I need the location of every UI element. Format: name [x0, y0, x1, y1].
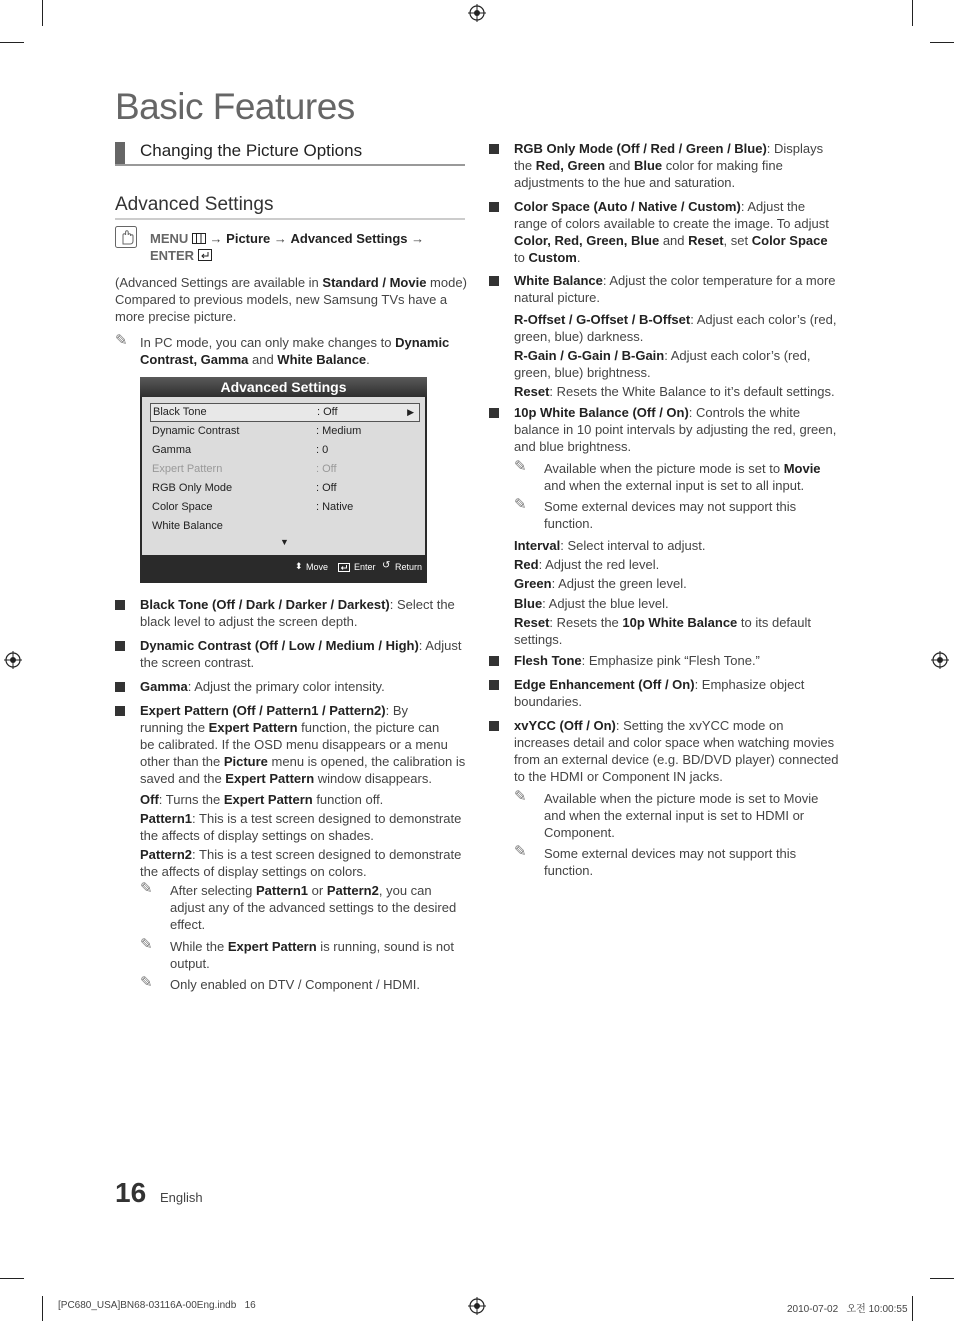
bullet-square	[489, 656, 499, 666]
green-text	[514, 575, 844, 592]
item-text: While the	[170, 939, 228, 954]
item-bold: Pattern2	[140, 847, 193, 862]
item-bold: Black Tone (Off / Dark / Darker / Darkest)	[140, 597, 390, 612]
dtv-note	[170, 976, 470, 993]
item-text: black level to adjust the screen depth.	[140, 614, 358, 629]
item-text: Available when the picture mode is set to	[544, 461, 784, 476]
move-label: Move	[306, 562, 329, 572]
item-text: Some external devices may not support this	[544, 499, 797, 514]
note-pencil-icon: ✎	[140, 936, 153, 953]
interval-text	[514, 537, 844, 554]
external-device-note-2	[544, 845, 844, 879]
footer-file: [PC680_USA]BN68-03116A-00Eng.indb 16	[58, 1300, 256, 1311]
language-label: English	[160, 1190, 203, 1205]
rgb-only-mode-item	[514, 140, 844, 191]
osd-row-value: : Medium	[316, 425, 362, 437]
item-text: balance in 10 point intervals by adjusting the red, green,	[514, 422, 837, 437]
edge-enhancement-item	[514, 676, 844, 710]
enter-icon	[198, 249, 212, 261]
note-text: .	[366, 352, 370, 367]
black-tone-item	[140, 596, 470, 630]
item-text: : Select interval to adjust.	[560, 538, 706, 553]
osd-row-label: White Balance	[152, 520, 223, 532]
osd-row-rgb-only-mode[interactable]	[152, 480, 418, 497]
item-text: function, the picture can	[297, 720, 440, 735]
arrow: →	[209, 231, 223, 246]
osd-title: Advanced Settings	[140, 377, 427, 397]
note-pencil-icon: ✎	[514, 788, 527, 805]
item-bold: Reset	[514, 384, 550, 399]
intro-text	[115, 274, 475, 325]
item-text: running the	[140, 720, 209, 735]
bullet-square	[489, 721, 499, 731]
osd-row-gamma[interactable]	[152, 442, 418, 459]
bullet-square	[115, 706, 125, 716]
item-text: : Resets the White Balance to it’s default settings.	[549, 384, 835, 399]
osd-row-value: : 0	[316, 444, 329, 456]
item-bold: Expert Pattern	[223, 792, 313, 807]
item-bold: Color Space	[751, 233, 828, 248]
osd-row-white-balance[interactable]	[152, 518, 418, 535]
crop-mark	[912, 1296, 913, 1321]
item-text: color for making fine	[662, 158, 783, 173]
item-bold: Red	[514, 557, 539, 572]
item-text: : Emphasize pink “Flesh Tone.”	[581, 653, 760, 668]
pc-mode-note	[140, 334, 470, 368]
external-device-note	[544, 498, 844, 532]
note-pencil-icon: ✎	[514, 843, 527, 860]
item-text: the	[514, 158, 536, 173]
item-text: window disappears.	[314, 771, 432, 786]
section-bar	[115, 142, 125, 164]
item-text: menu is opened, the calibration is	[267, 754, 466, 769]
item-text: : Controls the white	[688, 405, 801, 420]
item-text: , you can	[378, 883, 432, 898]
item-text: other than the	[140, 754, 224, 769]
item-text: to its default	[737, 615, 811, 630]
right-arrow-icon: ▶	[407, 407, 414, 417]
crop-mark	[0, 1278, 24, 1279]
color-space-item	[514, 198, 844, 266]
advanced-label: Advanced Settings	[290, 231, 408, 246]
registration-mark-icon	[468, 1297, 486, 1315]
picture-label: Picture	[226, 231, 271, 246]
item-text: or	[308, 883, 327, 898]
item-bold: Interval	[514, 538, 561, 553]
item-bold: Color, Red, Green, Blue	[514, 233, 660, 248]
item-text: : Setting the xvYCC mode on	[615, 718, 784, 733]
move-icon: ⬍	[295, 561, 303, 571]
item-text: range of colors available to create the image. To adjust	[514, 216, 829, 231]
item-bold: xvYCC (Off / On)	[514, 718, 616, 733]
osd-row-value: : Off	[316, 463, 337, 475]
return-icon: ↺	[382, 560, 391, 571]
note-bold: Dynamic	[395, 335, 450, 350]
item-text: and blue brightness.	[514, 439, 632, 454]
item-text: function.	[544, 516, 594, 531]
menu-path	[150, 230, 470, 264]
hand-menu-icon	[115, 226, 137, 248]
item-bold: Flesh Tone	[514, 653, 582, 668]
item-text: : Adjust the green level.	[551, 576, 687, 591]
item-text: green, blue) brightness.	[514, 365, 651, 380]
item-bold: RGB Only Mode (Off / Red / Green / Blue)	[514, 141, 767, 156]
item-text: the affects of display settings on shades.	[140, 828, 374, 843]
registration-mark-icon	[931, 651, 949, 669]
item-text: : Adjust the red level.	[538, 557, 660, 572]
item-text: natural picture.	[514, 290, 600, 305]
item-text: to	[514, 250, 529, 265]
item-bold: Expert Pattern	[208, 720, 298, 735]
subsection-heading: Advanced Settings	[115, 194, 465, 220]
item-text: : By	[385, 703, 409, 718]
osd-row-value: : Native	[316, 501, 354, 513]
item-text: saved and the	[140, 771, 226, 786]
intro-line: (Advanced Settings are available in	[115, 275, 323, 290]
item-bold: Expert Pattern	[225, 771, 315, 786]
item-bold: Picture	[223, 754, 268, 769]
item-text: : This is a test screen designed to demonstrate	[192, 847, 462, 862]
down-arrow-icon: ▼	[280, 537, 289, 547]
item-text: : Adjust the blue level.	[542, 596, 669, 611]
osd-row-label: Color Space	[152, 501, 213, 513]
white-balance-item	[514, 272, 844, 306]
item-text: : Emphasize object	[694, 677, 805, 692]
note-pencil-icon: ✎	[140, 974, 153, 991]
item-text: be calibrated. If the OSD menu disappears or a menu	[140, 737, 448, 752]
dynamic-contrast-item	[140, 637, 470, 671]
intro-line: Compared to previous models, new Samsung TVs have a	[115, 292, 448, 307]
osd-menu	[140, 377, 427, 583]
item-text: After selecting	[170, 883, 256, 898]
item-bold: Custom	[528, 250, 577, 265]
reset-text	[514, 383, 844, 400]
item-text: boundaries.	[514, 694, 582, 709]
osd-row-value: : Off	[316, 482, 337, 494]
offset-text	[514, 311, 844, 345]
item-text: : Adjust the color temperature for a more	[602, 273, 836, 288]
registration-mark-icon	[4, 651, 22, 669]
item-text: adjust any of the advanced settings to the desired	[170, 900, 457, 915]
osd-row-value: : Off	[317, 406, 338, 418]
item-bold: Pattern1	[140, 811, 193, 826]
osd-row-label: RGB Only Mode	[152, 482, 233, 494]
item-text: : Displays	[766, 141, 824, 156]
flesh-tone-item	[514, 652, 844, 669]
bullet-square	[115, 641, 125, 651]
expert-off-text	[140, 791, 470, 808]
item-text: from an external device (e.g. BD/DVD player) connected	[514, 752, 839, 767]
enter-label: ENTER	[150, 248, 195, 263]
note-pencil-icon: ✎	[514, 496, 527, 513]
item-bold: Red, Green	[535, 158, 606, 173]
item-text: and	[605, 158, 634, 173]
intro-line: more precise picture.	[115, 309, 237, 324]
item-bold: Reset	[688, 233, 724, 248]
crop-mark	[930, 1278, 954, 1279]
osd-row-label: Dynamic Contrast	[152, 425, 240, 437]
bullet-square	[489, 276, 499, 286]
bullet-square	[489, 144, 499, 154]
osd-body	[142, 397, 425, 555]
item-text: is running, sound is not	[316, 939, 454, 954]
movie-note	[544, 460, 844, 494]
item-bold: Off	[140, 792, 159, 807]
bullet-square	[489, 408, 499, 418]
item-text: : Adjust the primary color intensity.	[187, 679, 385, 694]
item-text: to the HDMI or Component IN jacks.	[514, 769, 723, 784]
page-title: Basic Features	[115, 86, 355, 127]
arrow: →	[411, 231, 425, 246]
pattern2-text	[140, 846, 470, 880]
enter-icon	[338, 563, 350, 572]
item-bold: R-Offset / G-Offset / B-Offset	[514, 312, 691, 327]
item-text: .	[576, 250, 581, 265]
crop-mark	[930, 42, 954, 43]
osd-row-label: Gamma	[152, 444, 192, 456]
osd-row-black-tone[interactable]	[150, 403, 420, 422]
section-heading-text: Changing the Picture Options	[140, 141, 363, 160]
arrow: →	[273, 231, 287, 246]
reset-10p-text	[514, 614, 844, 648]
enter-label: Enter	[354, 562, 376, 572]
item-text: function off.	[312, 792, 384, 807]
item-text: the affects of display settings on colors.	[140, 864, 367, 879]
footer-date: 2010-07-02 오전 10:00:55	[787, 1304, 908, 1315]
blue-text	[514, 595, 844, 612]
item-text: : Turns the	[158, 792, 224, 807]
item-bold: Green	[514, 576, 552, 591]
item-text: increases detail and color space when watching movies	[514, 735, 835, 750]
note-pencil-icon: ✎	[514, 458, 527, 475]
return-label: Return	[395, 562, 423, 572]
item-text: function.	[544, 863, 594, 878]
item-text: : Adjust each color’s (red,	[690, 312, 837, 327]
item-bold: Color Space (Auto / Native / Custom)	[514, 199, 741, 214]
section-heading	[115, 140, 465, 166]
item-text: Some external devices may not support this	[544, 846, 797, 861]
item-text: , set	[723, 233, 752, 248]
item-text: the screen contrast.	[140, 655, 255, 670]
item-bold: Expert Pattern	[227, 939, 317, 954]
note-bold: Contrast, Gamma	[140, 352, 249, 367]
item-text: and when the external input is set to all input.	[544, 478, 805, 493]
red-text	[514, 556, 844, 573]
item-bold: Dynamic Contrast (Off / Low / Medium / High)	[140, 638, 419, 653]
item-text: : Select the	[389, 597, 455, 612]
note-text: In PC mode, you can only make changes to	[140, 335, 396, 350]
osd-row-dynamic-contrast[interactable]	[152, 423, 418, 440]
sound-note	[170, 938, 470, 972]
note-pencil-icon: ✎	[115, 332, 128, 349]
bullet-square	[489, 680, 499, 690]
item-bold: Reset	[514, 615, 550, 630]
item-bold: 10p White Balance (Off / On)	[514, 405, 689, 420]
item-text: : Adjust	[418, 638, 462, 653]
item-text: effect.	[170, 917, 206, 932]
osd-row-label: Expert Pattern	[152, 463, 223, 475]
item-bold: Pattern1	[256, 883, 309, 898]
item-text: Only enabled on DTV / Component / HDMI.	[170, 977, 421, 992]
item-bold: 10p White Balance	[622, 615, 738, 630]
pattern-note	[170, 882, 470, 933]
menu-icon	[192, 233, 206, 244]
item-text: and	[659, 233, 689, 248]
item-text: output.	[170, 956, 210, 971]
osd-row-color-space[interactable]	[152, 499, 418, 516]
item-text: : Resets the	[549, 615, 623, 630]
osd-row-label: Black Tone	[153, 406, 207, 418]
expert-pattern-item	[140, 702, 470, 787]
item-text: : This is a test screen designed to demonstrate	[192, 811, 462, 826]
note-text: and	[248, 352, 278, 367]
item-text: : Adjust each color’s (red,	[664, 348, 811, 363]
osd-row-expert-pattern	[152, 461, 418, 478]
item-text: settings.	[514, 632, 563, 647]
10p-white-balance-item	[514, 404, 844, 455]
menu-label: MENU	[150, 231, 189, 246]
crop-mark	[0, 42, 24, 43]
bullet-square	[115, 600, 125, 610]
item-bold: R-Gain / G-Gain / B-Gain	[514, 348, 665, 363]
intro-line: mode)	[426, 275, 467, 290]
item-bold: Movie	[783, 461, 821, 476]
gamma-item	[140, 678, 470, 695]
bullet-square	[115, 682, 125, 692]
gain-text	[514, 347, 844, 381]
item-text: : Adjust the	[740, 199, 806, 214]
item-bold: Pattern2	[326, 883, 379, 898]
intro-bold: Standard / Movie	[322, 275, 427, 290]
item-text: green, blue) darkness.	[514, 329, 644, 344]
osd-footer	[140, 555, 427, 583]
crop-mark	[912, 0, 913, 26]
bullet-square	[489, 202, 499, 212]
page-number: 16	[115, 1177, 147, 1208]
registration-mark-icon	[468, 4, 486, 22]
item-text: and when the external input is set to HDMI or	[544, 808, 805, 823]
item-bold: Edge Enhancement (Off / On)	[514, 677, 695, 692]
note-pencil-icon: ✎	[140, 880, 153, 897]
hdmi-note	[544, 790, 844, 841]
note-bold: White Balance	[277, 352, 367, 367]
item-bold: Gamma	[140, 679, 188, 694]
crop-mark	[42, 0, 43, 26]
item-bold: Blue	[514, 596, 543, 611]
item-bold: Blue	[633, 158, 663, 173]
pattern1-text	[140, 810, 470, 844]
item-text: Available when the picture mode is set to Movie	[544, 791, 819, 806]
item-text: adjustments to the hue and saturation.	[514, 175, 736, 190]
xvycc-item	[514, 717, 844, 785]
item-bold: White Balance	[514, 273, 603, 288]
item-bold: Expert Pattern (Off / Pattern1 / Pattern2)	[140, 703, 386, 718]
item-text: Component.	[544, 825, 615, 840]
crop-mark	[42, 1296, 43, 1321]
